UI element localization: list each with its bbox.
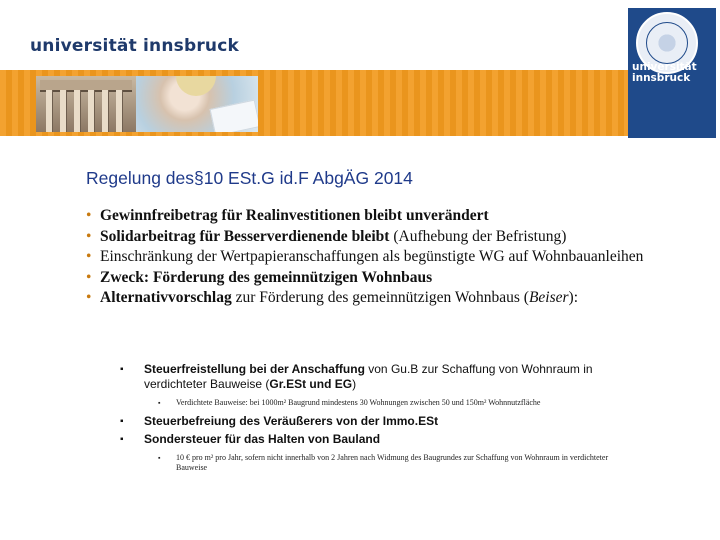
bullet-text: (Aufhebung der Befristung) [389, 227, 567, 245]
bullet-text-bold: Solidarbeitrag für Besserverdienende bleibt [100, 227, 390, 245]
sub-bullet-list-b [120, 414, 640, 447]
bullet-item [86, 247, 666, 268]
photo-building [36, 76, 136, 132]
sub-bullet-text-bold: Gr.ESt und EG [269, 377, 353, 391]
sub-bullet-text-bold: Steuerbefreiung des Veräußerers von der Immo.ESt [144, 414, 439, 428]
sub-bullet-item [120, 432, 640, 447]
seal-label-line1: universität [632, 61, 697, 73]
subsub-bullet-item: ▪ Verdichtete Bauweise: bei 1000m² Baugrund mindestens 30 Wohnungen zwischen 50 und 150m² Wohnnutzfläche [158, 398, 638, 408]
sub-bullet-text: von Gu.B zur Schaffung von Wohnraum in verdichteter Bauweise ( [144, 362, 593, 391]
bullet-item [86, 288, 666, 309]
photo-column [46, 90, 53, 132]
bullet-text-bold: Gewinnfreibetrag für Realinvestitionen bleibt unverändert [100, 207, 489, 224]
bullet-item [86, 227, 666, 248]
photo-column [74, 90, 81, 132]
seal-label-line2: innsbruck [632, 72, 691, 84]
bullet-item [86, 268, 666, 289]
sub-bullet-text: ) [352, 377, 357, 391]
sub-bullet-text-bold: Steuerfreistellung bei der Anschaffung [144, 362, 365, 376]
bullet-text-italic: Beiser [528, 289, 569, 306]
bullet-text-bold: Alternativvorschlag [100, 289, 232, 306]
subsub-bullet-item: ▪ 10 € pro m² pro Jahr, sofern nicht innerhalb von 2 Jahren nach Widmung des Baugrundes zur Schaffung von Wohnraum in verdichteter Bauweise [158, 453, 618, 473]
slide-title: Regelung des§10 ESt.G id.F AbgÄG 2014 [86, 168, 413, 188]
university-seal-inner [646, 22, 688, 64]
header-photo [36, 76, 258, 132]
photo-column [116, 90, 123, 132]
sub-bullet-text-bold: Sondersteuer für das Halten von Bauland [144, 432, 381, 446]
bullet-item [86, 206, 666, 227]
photo-column [60, 90, 67, 132]
subsub-bullet-list-a [158, 398, 638, 408]
sub-bullet-list-a [120, 362, 640, 392]
main-bullet-list [86, 206, 666, 309]
sub-bullet-item [120, 362, 640, 392]
sub-bullet-item [120, 414, 640, 429]
university-seal-label [632, 62, 716, 84]
bullet-text: Einschränkung der Wertpapieranschaffungen als begünstigte WG auf Wohnbauanleihen [100, 248, 644, 265]
bullet-text-bold: Zweck: Förderung des gemeinnützigen Wohnbaus [100, 268, 433, 286]
bullet-text: zur Förderung des gemeinnützigen Wohnbaus ( [231, 289, 529, 306]
university-logo-text: universität innsbruck [30, 36, 240, 56]
subsub-bullet-list-b [158, 453, 618, 473]
bullet-text: ): [568, 289, 579, 306]
photo-column [88, 90, 95, 132]
photo-column [102, 90, 109, 132]
